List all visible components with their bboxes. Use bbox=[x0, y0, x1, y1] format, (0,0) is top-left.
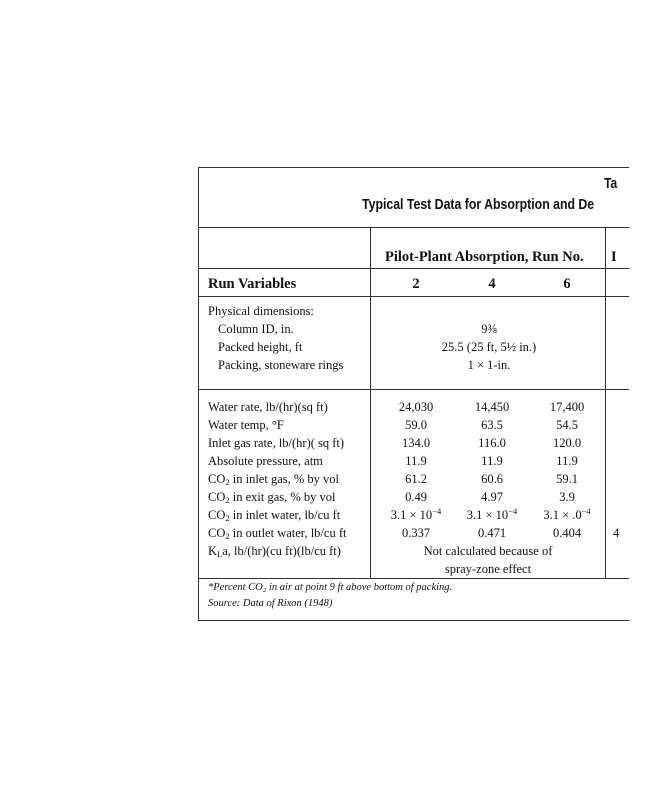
cell: 120.0 bbox=[552, 436, 582, 450]
row-label-co2-outlet-water: $CO_2$ in outlet water, lb/cu ft bbox=[208, 526, 347, 541]
cell: $3.1 \times .0^{-4}$ bbox=[543, 506, 591, 522]
row-label-water-temp: Water temp, °F bbox=[208, 418, 284, 432]
row-label-co2-inlet-gas: $CO_2$ in inlet gas, % by vol bbox=[208, 472, 339, 487]
cell: 63.5 bbox=[481, 418, 503, 432]
table-number: Ta bbox=[604, 175, 618, 192]
footnote: *Percent CO₂ in air at point 9 ft above bottom of packing. bbox=[208, 582, 453, 593]
cell: 0.404 bbox=[552, 526, 582, 540]
value-column-id: 9⅜ bbox=[481, 322, 497, 336]
stub-divider bbox=[370, 227, 371, 578]
cell: 0.49 bbox=[405, 490, 427, 504]
cell: 59.0 bbox=[405, 418, 427, 432]
value-packed-height: 25.5 (25 ft, 5½ in.) bbox=[441, 340, 537, 354]
cell-cut: 4 bbox=[613, 526, 620, 540]
cell: 134.0 bbox=[401, 436, 431, 450]
header-rule bbox=[199, 296, 629, 297]
group-header: Pilot-Plant Absorption, Run No. bbox=[385, 249, 584, 265]
cell: 24,030 bbox=[398, 400, 434, 414]
note-line-1: Not calculated because of bbox=[423, 544, 553, 558]
cell: $3.1 \times 10^{-4}$ bbox=[466, 506, 518, 522]
row-label-column-id: Column ID, in. bbox=[218, 322, 294, 336]
physical-heading: Physical dimensions: bbox=[208, 304, 314, 318]
row-label-pressure: Absolute pressure, atm bbox=[208, 454, 323, 468]
row-label-water-rate: Water rate, lb/(hr)(sq ft) bbox=[208, 400, 328, 414]
run-header-1: 2 bbox=[412, 276, 420, 292]
cell: 14,450 bbox=[474, 400, 510, 414]
section-rule bbox=[199, 389, 629, 390]
run-header-2: 4 bbox=[488, 276, 496, 292]
cell: 4.97 bbox=[481, 490, 503, 504]
cell: 17,400 bbox=[549, 400, 585, 414]
cell: 3.9 bbox=[559, 490, 575, 504]
value-packing: 1 × 1-in. bbox=[467, 358, 511, 372]
group-header-cut: I bbox=[611, 249, 617, 265]
group-header-rule bbox=[199, 268, 629, 269]
row-label-inlet-gas-rate: Inlet gas rate, lb/(hr)( sq ft) bbox=[208, 436, 345, 450]
cell: 0.471 bbox=[477, 526, 507, 540]
stub-header: Run Variables bbox=[208, 276, 297, 292]
footer-rule bbox=[199, 578, 629, 579]
title-divider bbox=[199, 227, 629, 228]
run-header-3: 6 bbox=[563, 276, 571, 292]
cell: 59.1 bbox=[556, 472, 578, 486]
data-table bbox=[198, 167, 629, 621]
row-label-packed-height: Packed height, ft bbox=[218, 340, 303, 354]
row-label-co2-inlet-water: $CO_2$ in inlet water, lb/cu ft bbox=[208, 508, 341, 523]
cell: 11.9 bbox=[481, 454, 503, 468]
cell: 0.337 bbox=[401, 526, 431, 540]
cell: 11.9 bbox=[556, 454, 578, 468]
table-title: Typical Test Data for Absorption and De bbox=[362, 196, 595, 213]
row-label-kla: $K_La$, lb/(hr)(cu ft)(lb/cu ft) bbox=[208, 544, 341, 559]
cell: 61.2 bbox=[405, 472, 427, 486]
cell: 54.5 bbox=[556, 418, 578, 432]
source-note: Source: Data of Rixon (1948) bbox=[208, 598, 333, 609]
row-label-co2-exit-gas: $CO_2$ in exit gas, % by vol bbox=[208, 490, 336, 505]
group-divider bbox=[605, 227, 606, 578]
cell: 60.6 bbox=[481, 472, 503, 486]
cell: 11.9 bbox=[405, 454, 427, 468]
cell: $3.1 \times 10^{-4}$ bbox=[390, 506, 442, 522]
row-label-packing: Packing, stoneware rings bbox=[218, 358, 344, 372]
cell: 116.0 bbox=[478, 436, 506, 450]
note-line-2: spray-zone effect bbox=[444, 562, 532, 576]
